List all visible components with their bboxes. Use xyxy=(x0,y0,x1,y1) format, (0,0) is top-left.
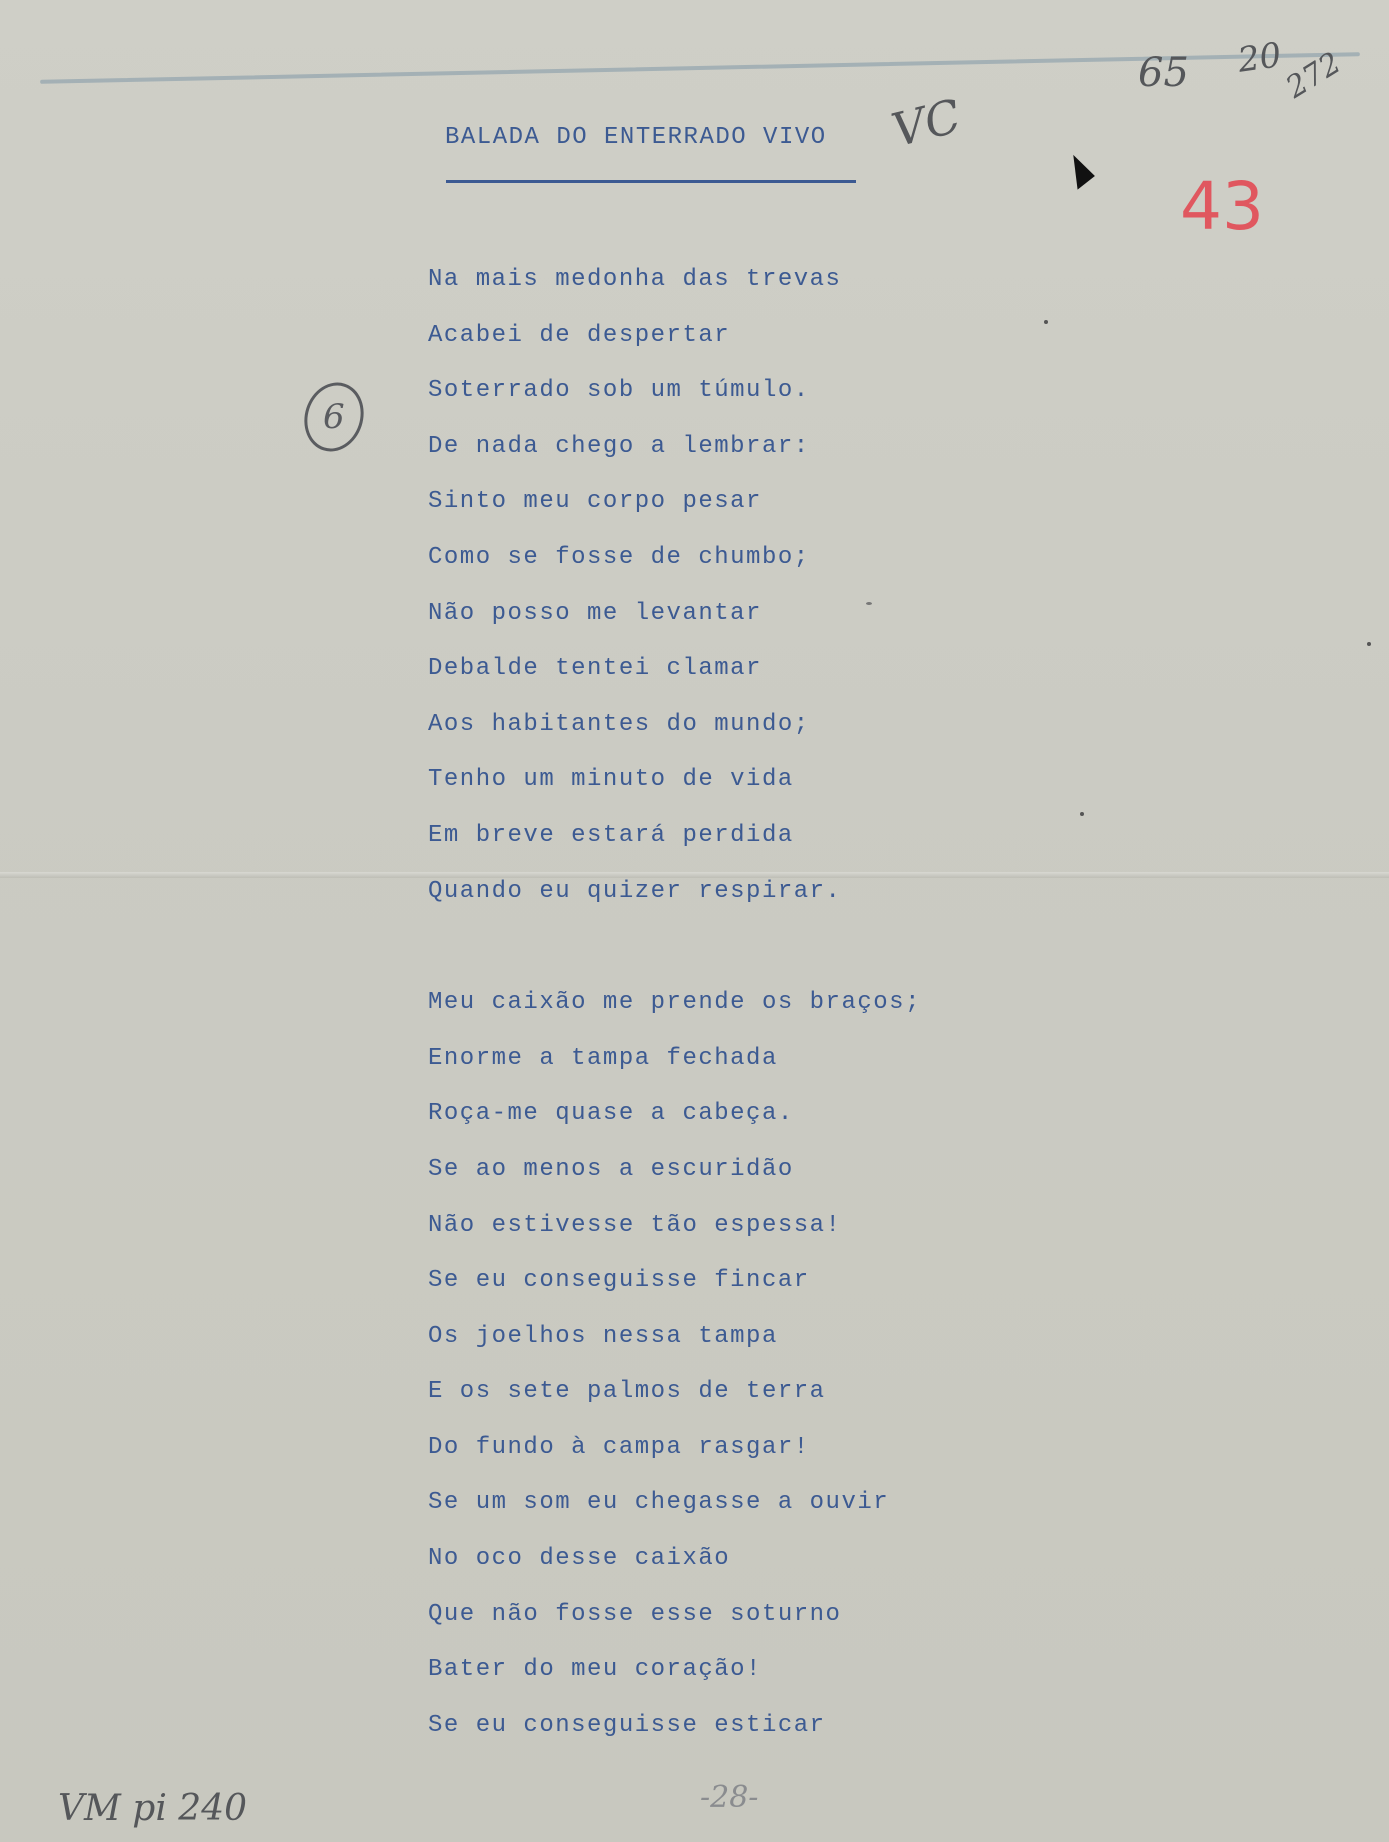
red-page-number: 43 xyxy=(1180,168,1264,245)
poem-line: Em breve estará perdida xyxy=(428,821,794,849)
poem-line: No oco desse caixão xyxy=(428,1545,731,1573)
poem-line: Os joelhos nessa tampa xyxy=(428,1322,778,1350)
paper-speck xyxy=(1080,812,1084,816)
handwritten-archive-20: 20 xyxy=(1235,35,1284,81)
stanza-1 xyxy=(428,262,921,929)
poem-line: Se eu conseguisse esticar xyxy=(428,1711,826,1739)
poem-line: Debalde tentei clamar xyxy=(428,655,762,683)
circled-number xyxy=(296,375,373,459)
poem-line: Tenho um minuto de vida xyxy=(428,766,794,794)
paper-speck xyxy=(1044,320,1048,324)
circled-number-text: 6 xyxy=(323,396,345,437)
stanza-gap xyxy=(428,929,921,985)
poem-line: Não estivesse tão espessa! xyxy=(428,1211,842,1239)
poem-title: BALADA DO ENTERRADO VIVO xyxy=(445,124,827,151)
handwritten-archive-ref: VM pi 240 xyxy=(58,1788,248,1829)
title-underline xyxy=(446,180,856,183)
paper-tear xyxy=(1059,152,1095,189)
paper-speck xyxy=(866,602,872,605)
poem-line: Quando eu quizer respirar. xyxy=(428,877,842,905)
poem-line: Que não fosse esse soturno xyxy=(428,1600,842,1628)
poem-body xyxy=(428,262,921,1763)
handwritten-archive-65: 65 xyxy=(1138,50,1189,96)
poem-line: Se eu conseguisse fincar xyxy=(428,1267,810,1295)
poem-line: Se um som eu chegasse a ouvir xyxy=(428,1489,890,1517)
poem-line: Como se fosse de chumbo; xyxy=(428,543,810,571)
poem-line: Se ao menos a escuridão xyxy=(428,1155,794,1183)
poem-line: Meu caixão me prende os braços; xyxy=(428,989,921,1017)
poem-line: Roça-me quase a cabeça. xyxy=(428,1100,794,1128)
poem-line: Enorme a tampa fechada xyxy=(428,1044,778,1072)
poem-line: Soterrado sob um túmulo. xyxy=(428,377,810,405)
poem-line: Aos habitantes do mundo; xyxy=(428,710,810,738)
poem-line: Na mais medonha das trevas xyxy=(428,266,842,293)
poem-line: E os sete palmos de terra xyxy=(428,1378,826,1406)
poem-line: De nada chego a lembrar: xyxy=(428,432,810,460)
handwritten-archive-272: 272 xyxy=(1280,45,1348,106)
poem-line: Sinto meu corpo pesar xyxy=(428,488,762,516)
page-number: -28- xyxy=(700,1780,759,1815)
poem-line: Acabei de despertar xyxy=(428,321,731,349)
poem-line: Não posso me levantar xyxy=(428,599,762,627)
poem-line: Do fundo à campa rasgar! xyxy=(428,1433,810,1461)
handwritten-vc: VC xyxy=(886,88,966,158)
stanza-2 xyxy=(428,985,921,1763)
poem-line: Bater do meu coração! xyxy=(428,1656,762,1684)
paper-speck xyxy=(1367,642,1371,646)
